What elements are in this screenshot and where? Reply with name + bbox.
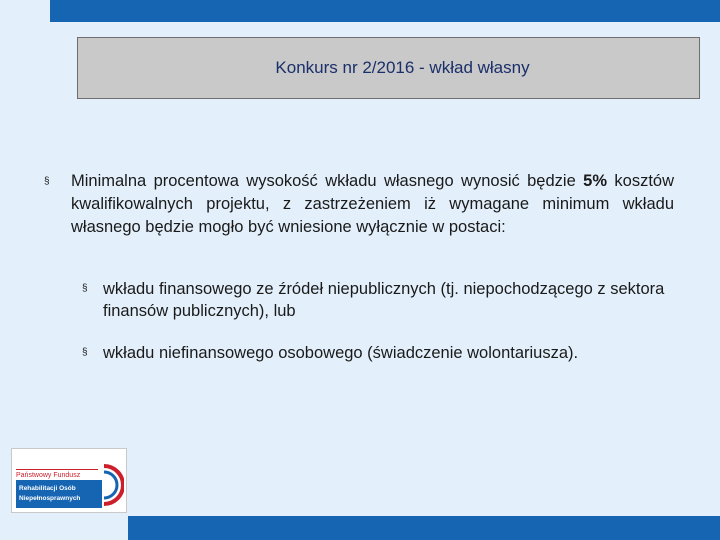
bullet-marker: § [44, 176, 50, 187]
top-decor-bar [50, 0, 720, 22]
main-bullet-highlight: 5% [583, 172, 607, 190]
logo-line-1: Państwowy Fundusz [16, 472, 81, 479]
sub-bullet-1-text: wkładu finansowego ze źródeł niepublicznych (tj. niepochodzącego z sektora finansów publicznych), lub [103, 280, 665, 320]
bullet-marker: § [82, 283, 88, 294]
main-bullet-text-before: Minimalna procentowa wysokość wkładu własnego wynosić będzie [71, 172, 584, 190]
bottom-decor-bar [128, 516, 720, 540]
logo-line-2: Rehabilitacji Osób [19, 485, 76, 492]
bullet-marker: § [82, 347, 88, 358]
sub-bullet-1 [82, 278, 676, 322]
pfron-logo [11, 448, 127, 513]
sub-bullet-2-text: wkładu niefinansowego osobowego (świadczenie wolontariusza). [103, 344, 579, 362]
logo-emblem-icon [102, 464, 124, 506]
logo-stripe [16, 455, 98, 470]
main-bullet-text [71, 170, 674, 239]
logo-blue-block [16, 480, 102, 508]
main-bullet [44, 170, 674, 239]
logo-line-3: Niepełnosprawnych [19, 495, 81, 502]
sub-bullet-2 [82, 342, 676, 364]
main-bullet-text-after: kosztów kwalifikowalnych projektu, z zastrzeżeniem iż wymagane minimum wkładu własnego będzie mogło być wniesione wyłącznie w postaci: [71, 172, 674, 236]
slide-title: Konkurs nr 2/2016 - wkład własny [275, 58, 530, 77]
title-box [77, 37, 700, 99]
